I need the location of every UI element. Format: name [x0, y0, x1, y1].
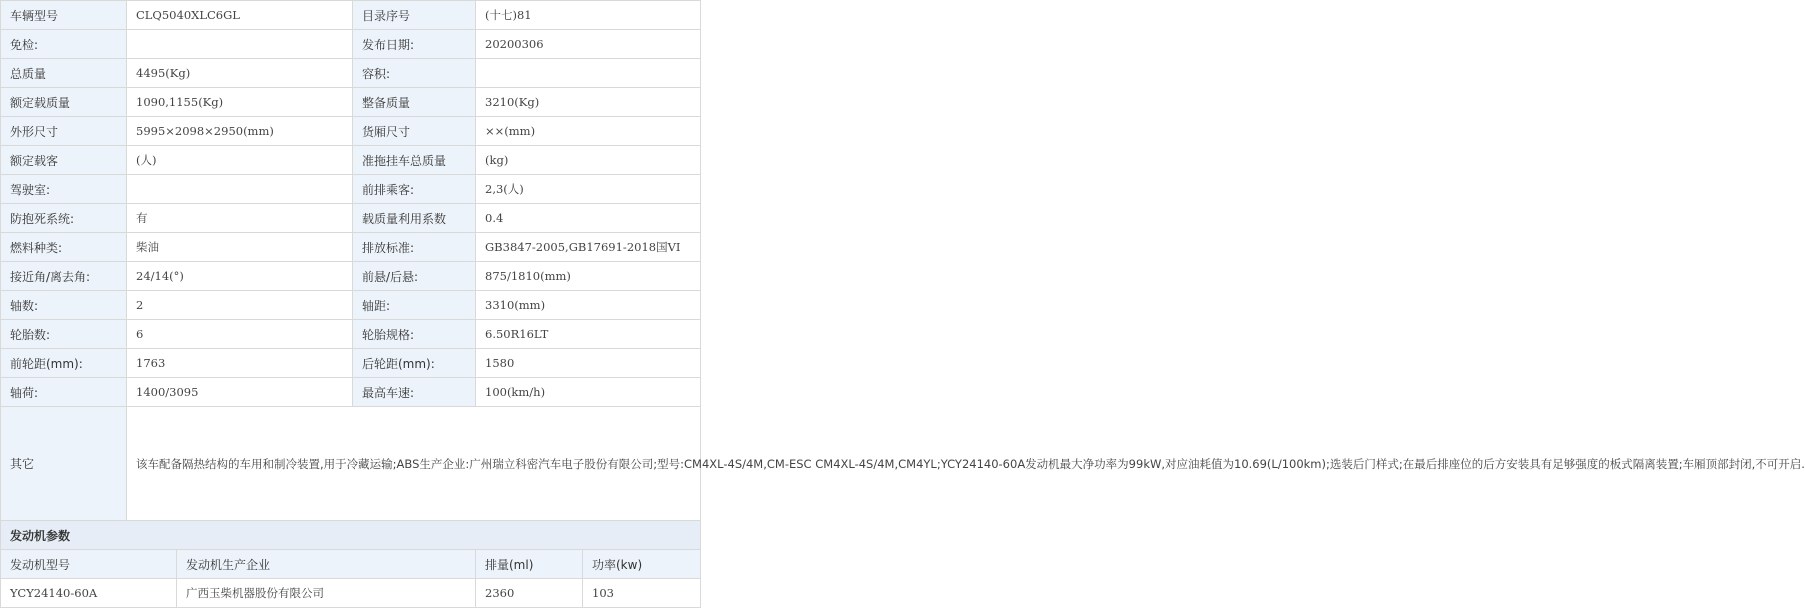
spec-value: 6 — [127, 320, 353, 349]
other-label: 其它 — [1, 407, 127, 521]
spec-value: 柴油 — [127, 233, 353, 262]
spec-row — [1, 59, 701, 88]
spec-label: 接近角/离去角: — [1, 262, 127, 291]
spec-value: (十七)81 — [476, 1, 701, 30]
spec-row — [1, 1, 701, 30]
spec-label: 整备质量 — [353, 88, 476, 117]
spec-value: 100(km/h) — [476, 378, 701, 407]
engine-power: 103 — [583, 579, 701, 608]
spec-label: 货厢尺寸 — [353, 117, 476, 146]
spec-label: 最高车速: — [353, 378, 476, 407]
engine-maker: 广西玉柴机器股份有限公司 — [177, 579, 476, 608]
spec-row — [1, 349, 701, 378]
spec-value: 3310(mm) — [476, 291, 701, 320]
spec-label: 防抱死系统: — [1, 204, 127, 233]
spec-label: 轴数: — [1, 291, 127, 320]
spec-value: 有 — [127, 204, 353, 233]
engine-section-row — [1, 521, 701, 550]
engine-row — [1, 579, 701, 608]
engine-table — [1, 550, 701, 608]
spec-label: 额定载质量 — [1, 88, 127, 117]
spec-row — [1, 291, 701, 320]
engine-header-displacement: 排量(ml) — [476, 550, 583, 579]
engine-model: YCY24140-60A — [1, 579, 177, 608]
spec-value: 24/14(°) — [127, 262, 353, 291]
spec-value — [127, 30, 353, 59]
spec-value: (kg) — [476, 146, 701, 175]
spec-value: ××(mm) — [476, 117, 701, 146]
spec-value: 875/1810(mm) — [476, 262, 701, 291]
spec-label: 轮胎数: — [1, 320, 127, 349]
spec-label: 前排乘客: — [353, 175, 476, 204]
spec-row — [1, 146, 701, 175]
spec-label: 前轮距(mm): — [1, 349, 127, 378]
spec-label: 驾驶室: — [1, 175, 127, 204]
engine-header-model: 发动机型号 — [1, 550, 177, 579]
spec-value: 20200306 — [476, 30, 701, 59]
spec-row — [1, 30, 701, 59]
engine-header-power: 功率(kw) — [583, 550, 701, 579]
spec-row — [1, 378, 701, 407]
spec-value — [476, 59, 701, 88]
spec-label: 总质量 — [1, 59, 127, 88]
other-row — [1, 407, 701, 521]
spec-value: 1090,1155(Kg) — [127, 88, 353, 117]
spec-label: 载质量利用系数 — [353, 204, 476, 233]
spec-label: 外形尺寸 — [1, 117, 127, 146]
spec-value: 2,3(人) — [476, 175, 701, 204]
engine-displacement: 2360 — [476, 579, 583, 608]
spec-label: 容积: — [353, 59, 476, 88]
spec-value: 0.4 — [476, 204, 701, 233]
engine-section-title: 发动机参数 — [1, 521, 701, 550]
spec-body — [1, 1, 701, 407]
spec-label: 燃料种类: — [1, 233, 127, 262]
spec-label: 前悬/后悬: — [353, 262, 476, 291]
spec-row — [1, 262, 701, 291]
spec-row — [1, 233, 701, 262]
spec-label: 发布日期: — [353, 30, 476, 59]
spec-label: 轴距: — [353, 291, 476, 320]
engine-header-row — [1, 550, 701, 579]
spec-label: 轮胎规格: — [353, 320, 476, 349]
spec-row — [1, 204, 701, 233]
spec-value: GB3847-2005,GB17691-2018国VI — [476, 233, 701, 262]
spec-value: 3210(Kg) — [476, 88, 701, 117]
engine-header-maker: 发动机生产企业 — [177, 550, 476, 579]
spec-value: 1580 — [476, 349, 701, 378]
spec-row — [1, 175, 701, 204]
spec-label: 排放标准: — [353, 233, 476, 262]
other-text: 该车配备隔热结构的车用和制冷装置,用于冷藏运输;ABS生产企业:广州瑞立科密汽车电子股份有限公司;型号:CM4XL-4S/4M,CM-ESC CM4XL-4S/4M,CM4YL;YCY24140-60A发动机最大净功率为99kW,对应油耗值为10.69(L/100km);选装后门样式;在最后排座位的后方安装具有足够强度的板式隔离装置;车厢顶部封闭,不可开启. — [127, 407, 701, 521]
spec-label: 目录序号 — [353, 1, 476, 30]
spec-label: 车辆型号 — [1, 1, 127, 30]
spec-label: 额定载客 — [1, 146, 127, 175]
spec-label: 后轮距(mm): — [353, 349, 476, 378]
spec-value: (人) — [127, 146, 353, 175]
spec-row — [1, 117, 701, 146]
spec-row — [1, 88, 701, 117]
spec-label: 轴荷: — [1, 378, 127, 407]
spec-value: 6.50R16LT — [476, 320, 701, 349]
spec-value: CLQ5040XLC6GL — [127, 1, 353, 30]
spec-value: 2 — [127, 291, 353, 320]
spec-value — [127, 175, 353, 204]
spec-label: 免检: — [1, 30, 127, 59]
spec-value: 1400/3095 — [127, 378, 353, 407]
spec-label: 准拖挂车总质量 — [353, 146, 476, 175]
spec-value: 4495(Kg) — [127, 59, 353, 88]
spec-row — [1, 320, 701, 349]
spec-value: 5995×2098×2950(mm) — [127, 117, 353, 146]
spec-value: 1763 — [127, 349, 353, 378]
